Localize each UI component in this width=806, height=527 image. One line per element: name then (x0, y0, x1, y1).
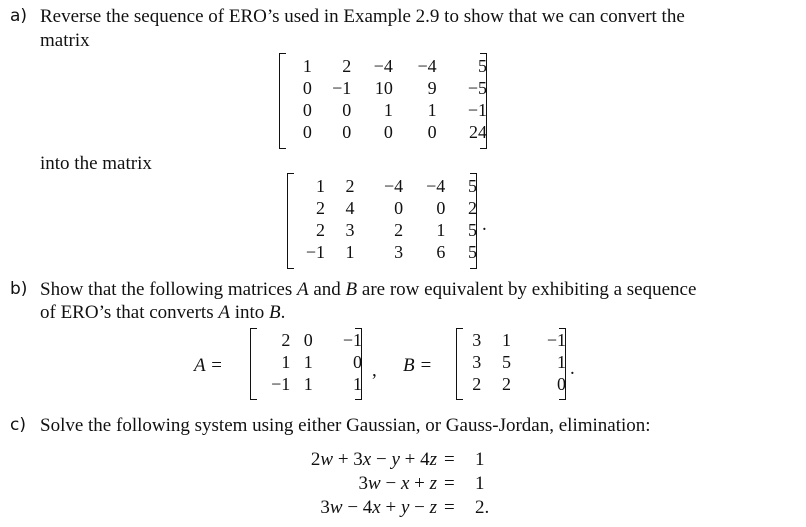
equation-lhs: 3w − 4x + y − z (320, 497, 437, 518)
matrix-a-cell: −1 (342, 330, 362, 350)
matrix-2-row (287, 175, 477, 197)
matrix-b-row (456, 329, 566, 351)
part-b-text-line1-content: Show that the following matrices A and B are row equivalent by exhibiting a sequence (40, 279, 697, 300)
matrix-a-cell: −1 (271, 374, 291, 394)
part-b-text-line1 (40, 279, 696, 301)
matrix-b-name: B = (403, 355, 433, 376)
matrix-b-cell: −1 (546, 330, 566, 350)
matrix-1-row (279, 121, 487, 143)
matrix-2-cell: 1 (345, 242, 355, 262)
matrix-b-cell: 1 (501, 330, 511, 350)
matrix-2-cell: 2 (468, 198, 477, 218)
equation-rhs: 2. (475, 497, 490, 518)
matrix-1-cell: 0 (383, 122, 393, 142)
matrix-2-cell: 1 (436, 220, 446, 240)
matrix-1-row (279, 55, 487, 77)
equation-lhs: 2w + 3x − y + 4z (310, 449, 437, 470)
part-a-into-text: into the matrix (40, 153, 152, 174)
matrix-a-cell: 1 (353, 374, 362, 394)
matrix-2-period: . (482, 214, 487, 235)
part-a-text-line2: matrix (40, 30, 90, 51)
matrix-b-cell: 2 (501, 374, 511, 394)
equation-rhs: 1 (475, 473, 485, 494)
matrix-1-cell: 0 (302, 122, 312, 142)
matrix-2-cell: 5 (468, 242, 477, 262)
matrix-2-cell: −4 (426, 176, 446, 196)
matrix-1-row (279, 77, 487, 99)
matrix-2-cell: 2 (345, 176, 355, 196)
matrix-1-cell: −1 (467, 100, 487, 120)
matrix-b-table (456, 329, 566, 395)
matrix-2-cell: −4 (383, 176, 404, 196)
matrix-b (456, 328, 566, 400)
matrix-1-cell: −5 (467, 78, 487, 98)
matrix-a-row (250, 373, 362, 395)
matrix-1-cell: −1 (332, 78, 352, 98)
matrix-a-cell: 0 (303, 330, 313, 350)
equation-equals: = (444, 497, 455, 518)
part-a-label: a) (10, 6, 28, 26)
matrix-1-table (279, 55, 487, 143)
matrix-2-cell: 3 (345, 220, 355, 240)
matrix-1-cell: −4 (417, 56, 437, 76)
matrix-2-row (287, 197, 477, 219)
matrix-b-row (456, 351, 566, 373)
matrix-2-table (287, 175, 477, 263)
matrix-1-row (279, 99, 487, 121)
matrix-1-cell: 1 (302, 56, 312, 76)
matrix-2-cell: 0 (436, 198, 446, 218)
part-b-label: b) (10, 279, 28, 299)
matrix-1-cell: 9 (427, 78, 437, 98)
matrix-1-cell: 0 (302, 100, 312, 120)
matrix-1-cell: 0 (427, 122, 437, 142)
equation-equals: = (444, 449, 455, 470)
matrix-2-cell: −1 (305, 242, 325, 262)
matrix-b-cell: 5 (501, 352, 511, 372)
matrix-b-cell: 2 (472, 374, 482, 394)
matrix-1 (279, 53, 487, 149)
matrix-2-cell: 6 (436, 242, 446, 262)
matrix-1-cell: 0 (342, 100, 352, 120)
matrix-a-comma: , (372, 360, 377, 381)
matrix-b-cell: 1 (557, 352, 566, 372)
matrix-b-cell: 3 (472, 330, 482, 350)
matrix-1-cell: −4 (373, 56, 393, 76)
matrix-b-period: . (570, 358, 575, 379)
matrix-a-row (250, 329, 362, 351)
matrix-2-cell: 2 (316, 220, 325, 240)
matrix-1-cell: 0 (302, 78, 312, 98)
part-c-label: c) (10, 415, 26, 435)
matrix-2-row (287, 241, 477, 263)
matrix-1-cell: 0 (342, 122, 352, 142)
matrix-a-cell: 1 (303, 352, 313, 372)
matrix-2-cell: 2 (316, 198, 325, 218)
matrix-2-row (287, 219, 477, 241)
matrix-a-table (250, 329, 362, 395)
matrix-2-cell: 5 (468, 220, 477, 240)
matrix-a (250, 328, 362, 400)
matrix-b-cell: 3 (472, 352, 482, 372)
matrix-a-cell: 2 (281, 330, 291, 350)
matrix-1-cell: 2 (342, 56, 352, 76)
matrix-2-cell: 3 (394, 242, 404, 262)
matrix-a-cell: 0 (353, 352, 362, 372)
matrix-2-cell: 4 (345, 198, 355, 218)
matrix-1-cell: 1 (383, 100, 393, 120)
equation-lhs: 3w − x + z (358, 473, 437, 494)
matrix-2-cell: 1 (316, 176, 325, 196)
matrix-a-row (250, 351, 362, 373)
matrix-a-cell: 1 (303, 374, 313, 394)
matrix-1-cell: 1 (427, 100, 437, 120)
matrix-2 (287, 173, 477, 269)
matrix-1-cell: 10 (374, 78, 393, 98)
matrix-b-cell: 0 (557, 374, 566, 394)
matrix-2-cell: 5 (468, 176, 477, 196)
matrix-2-cell: 2 (394, 220, 404, 240)
matrix-1-cell: 5 (478, 56, 487, 76)
part-b-text-line2: of ERO’s that converts A into B. (40, 302, 286, 323)
matrix-a-cell: 1 (281, 352, 291, 372)
part-c-text: Solve the following system using either Gaussian, or Gauss-Jordan, elimination: (40, 415, 651, 436)
equation-equals: = (444, 473, 455, 494)
matrix-1-cell: 24 (469, 122, 487, 142)
part-a-text-line1: Reverse the sequence of ERO’s used in Example 2.9 to show that we can convert the (40, 6, 685, 27)
matrix-2-cell: 0 (394, 198, 404, 218)
matrix-a-name: A = (194, 355, 223, 376)
equation-rhs: 1 (475, 449, 485, 470)
matrix-b-row (456, 373, 566, 395)
